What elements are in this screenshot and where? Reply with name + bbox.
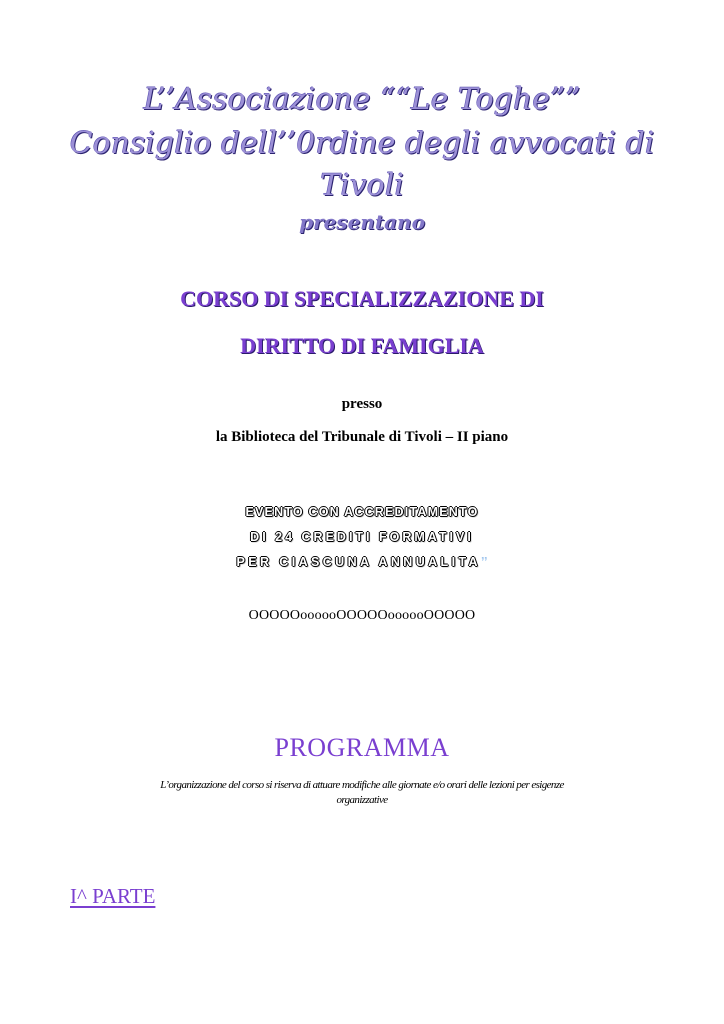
accreditation-line3-quote: ’’ [481,555,488,569]
accreditation-line2: DI 24 CREDITI FORMATIVI [250,530,474,544]
program-note-line2: organizzative [336,794,388,806]
separator-ornament: OOOOOoooooOOOOOoooooOOOOO [248,608,476,623]
venue-place: la Biblioteca del Tribunale di Tivoli – II piano [215,429,509,445]
program-note [0,778,724,808]
section-title: I^ PARTE [70,884,156,908]
header-line-city: Tivoli [320,168,404,203]
accreditation-line3-text: PER CIASCUNA ANNUALITA [236,555,481,569]
venue-presso: presso [341,396,383,412]
course-title-line1: CORSO DI SPECIALIZZAZIONE DI [180,286,544,311]
header-line-association: L’’Associazione ““Le Toghe”” [143,82,581,117]
course-title-line2: DIRITTO DI FAMIGLIA [240,333,484,358]
program-title: PROGRAMMA [274,733,450,762]
presenting-label: presentano [299,210,425,234]
program-note-line1: L’organizzazione del corso si riserva di attuare modifiche alle giornate e/o orari delle lezioni per esigenze [160,779,564,791]
accreditation-line3 [0,555,724,569]
accreditation-line1: EVENTO CON ACCREDITAMENTO [245,505,479,519]
header-line-council: Consiglio dell’’0rdine degli avvocati di [69,126,655,161]
